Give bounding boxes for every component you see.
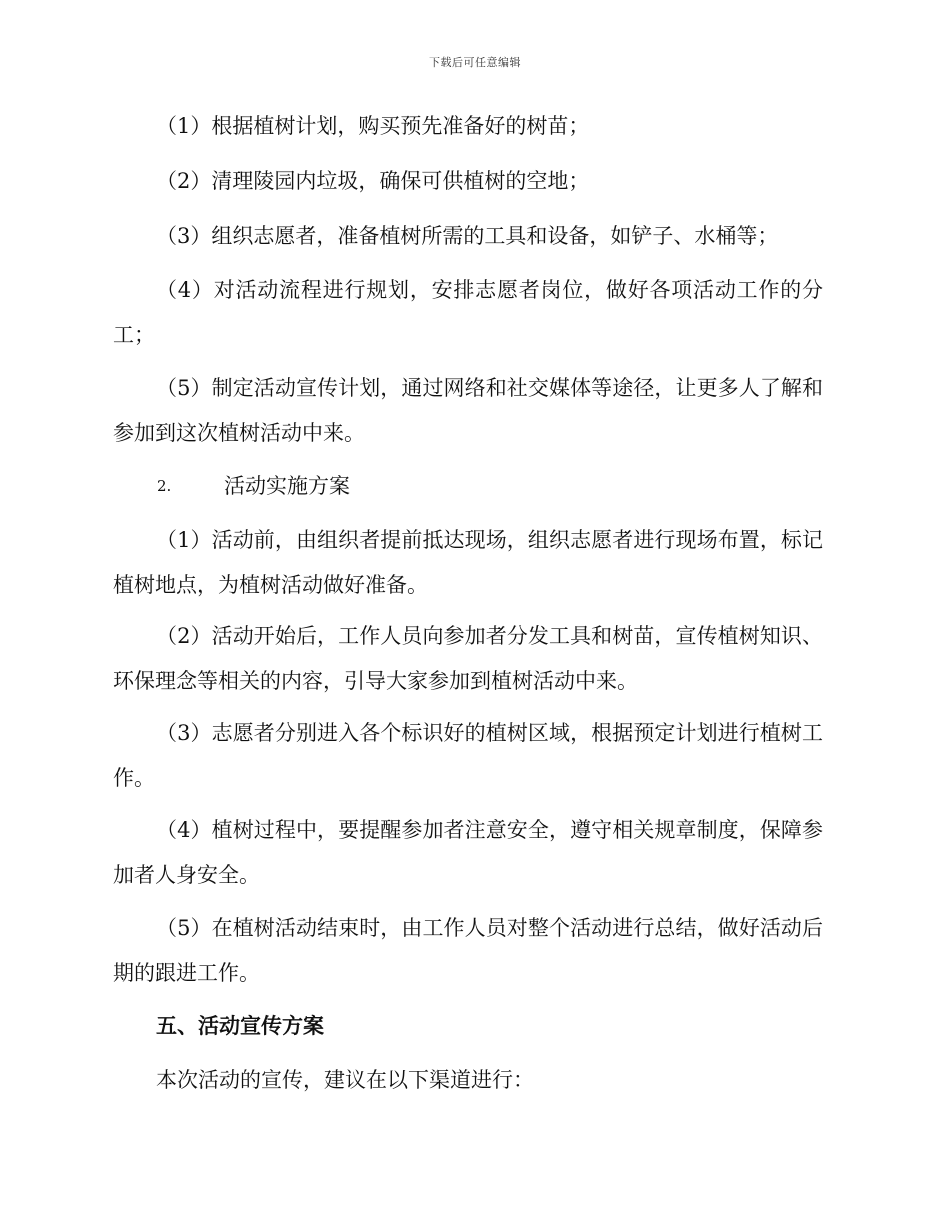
page-header: 下载后可任意编辑 (429, 56, 521, 69)
impl-item-2: （2）活动开始后，工作人员向参加者分发工具和树苗，宣传植树知识、环保理念等相关的内容，引导大家参加到植树活动中来。 (113, 624, 823, 693)
impl-item-3: （3）志愿者分别进入各个标识好的植树区域，根据预定计划进行植树工作。 (113, 721, 823, 790)
impl-item-4: （4）植树过程中，要提醒参加者注意安全，遵守相关规章制度，保障参加者人身安全。 (113, 818, 823, 887)
section-2-title: 活动实施方案 (224, 474, 350, 498)
closing-paragraph: 本次活动的宣传，建议在以下渠道进行： (156, 1068, 534, 1092)
prep-item-5: （5）制定活动宣传计划，通过网络和社交媒体等途径，让更多人了解和参加到这次植树活动中来。 (113, 376, 823, 445)
prep-item-3: （3）组织志愿者，准备植树所需的工具和设备，如铲子、水桶等； (156, 224, 779, 248)
section-2-number: 2. (157, 477, 172, 495)
prep-item-4: （4）对活动流程进行规划，安排志愿者岗位，做好各项活动工作的分工； (113, 278, 823, 347)
impl-item-5: （5）在植树活动结束时，由工作人员对整个活动进行总结，做好活动后期的跟进工作。 (113, 916, 823, 985)
prep-item-1: （1）根据植树计划，购买预先准备好的树苗； (156, 114, 590, 138)
section-5-heading: 五、活动宣传方案 (156, 1013, 324, 1038)
prep-item-2: （2）清理陵园内垃圾，确保可供植树的空地； (156, 169, 590, 193)
impl-item-1: （1）活动前，由组织者提前抵达现场，组织志愿者进行现场布置，标记植树地点，为植树活动做好准备。 (113, 528, 823, 597)
